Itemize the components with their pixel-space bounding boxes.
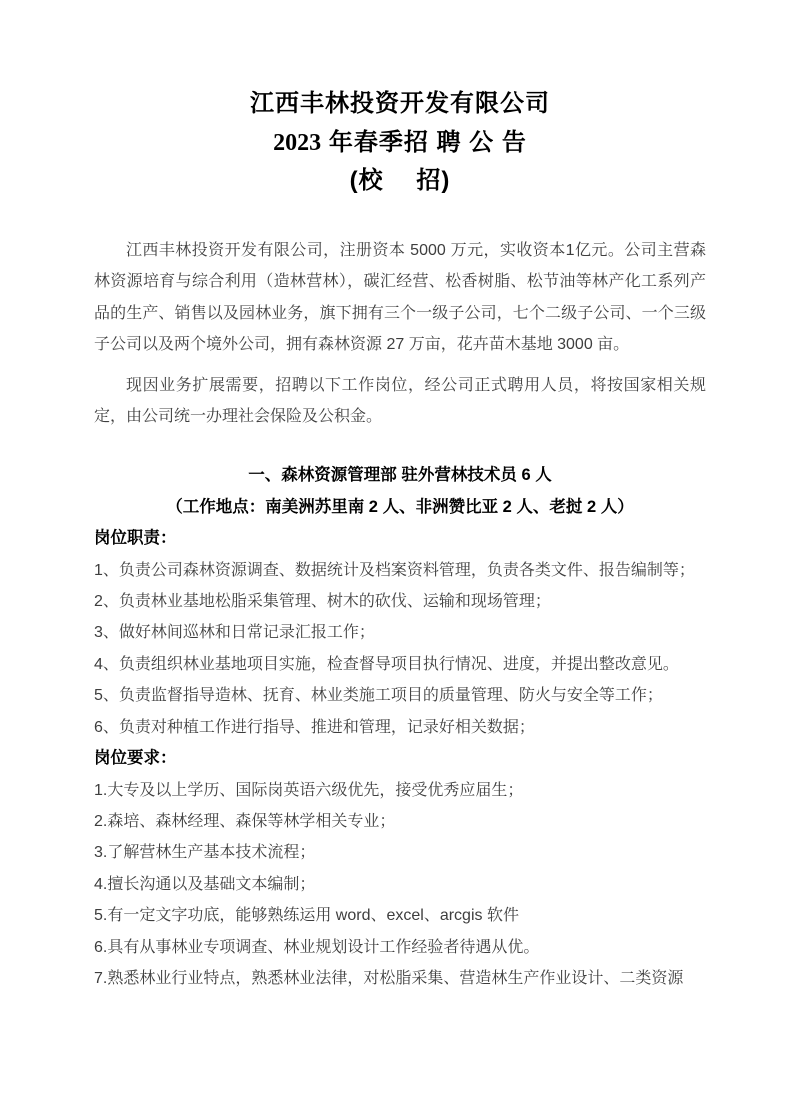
requirement-item-5: 5.有一定文字功底，能够熟练运用 word、excel、arcgis 软件 xyxy=(94,907,519,925)
duties-label: 岗位职责： xyxy=(94,529,177,548)
company-title: 江西丰林投资开发有限公司 xyxy=(250,90,550,117)
requirements-label: 岗位要求： xyxy=(94,749,177,768)
requirement-item-4: 4.擅长沟通以及基础文本编制； xyxy=(94,875,316,893)
duty-item-2: 2、负责林业基地松脂采集管理、树木的砍伐、运输和现场管理； xyxy=(94,593,551,611)
position-section-heading: 一、森林资源管理部 驻外营林技术员 6 人 xyxy=(248,466,552,485)
intro-paragraph-recruitment: 现因业务扩展需要，招聘以下工作岗位，经公司正式聘用人员，将按国家相关规定，由公司统一办理社会保险及公积金。 xyxy=(94,376,706,426)
position-location-line: （工作地点：南美洲苏里南 2 人、非洲赞比亚 2 人、老挝 2 人） xyxy=(166,497,634,516)
requirement-item-3: 3.了解营林生产基本技术流程； xyxy=(94,844,316,862)
announcement-title xyxy=(94,124,706,162)
announcement-title-text: 年春季招 聘 公 告 xyxy=(321,129,527,156)
duty-item-3: 3、做好林间巡林和日常记录汇报工作； xyxy=(94,624,375,642)
requirement-item-7: 7.熟悉林业行业特点，熟悉林业法律，对松脂采集、营造林生产作业设计、二类资源 xyxy=(94,969,684,987)
announcement-year: 2023 xyxy=(273,130,322,156)
duty-item-4: 4、负责组织林业基地项目实施，检查督导项目执行情况、进度，并提出整改意见。 xyxy=(94,655,679,673)
intro-paragraph-company: 江西丰林投资开发有限公司，注册资本 5000 万元，实收资本1亿元。公司主营森林资源培育与综合利用（造林营林），碳汇经营、松香树脂、松节油等林产化工系列产品的生产、销售以及园林业务，旗下拥有三个一级子公司，七个二级子公司、一个三级子公司以及两个境外公司，拥有森林资源 27 万亩，花卉苗木基地 3000 亩。 xyxy=(94,242,706,354)
duty-item-5: 5、负责监督指导造林、抚育、林业类施工项目的质量管理、防火与安全等工作； xyxy=(94,687,663,705)
requirement-item-2: 2.森培、森林经理、森保等林学相关专业； xyxy=(94,812,396,830)
duty-item-6: 6、负责对种植工作进行指导、推进和管理，记录好相关数据； xyxy=(94,718,535,736)
requirement-item-1: 1.大专及以上学历、国际岗英语六级优先，接受优秀应届生； xyxy=(94,781,524,799)
school-recruit-title: (校 招) xyxy=(349,167,451,194)
duty-item-1: 1、负责公司森林资源调查、数据统计及档案资料管理，负责各类文件、报告编制等； xyxy=(94,561,695,579)
requirement-item-6: 6.具有从事林业专项调查、林业规划设计工作经验者待遇从优。 xyxy=(94,938,540,956)
title-block xyxy=(94,84,706,200)
